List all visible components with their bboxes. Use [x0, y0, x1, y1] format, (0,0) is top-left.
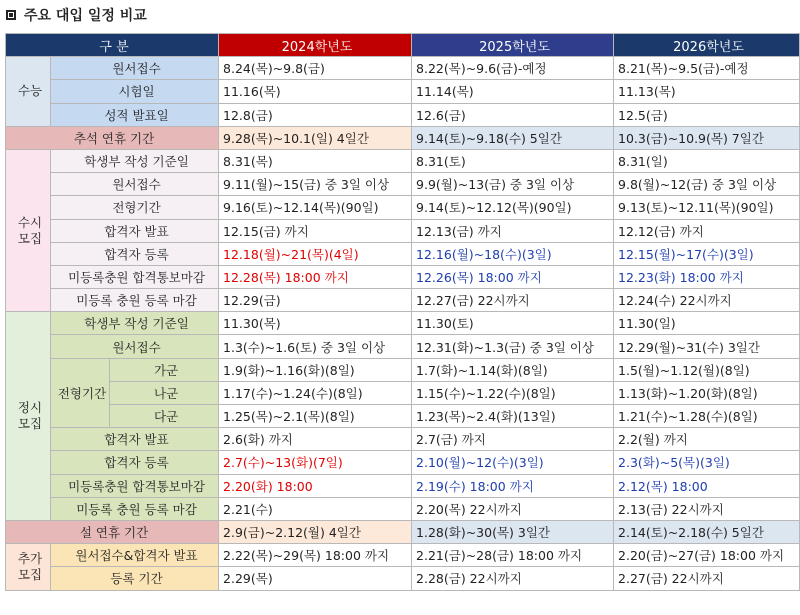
cell-2024: 11.16(목)	[219, 80, 412, 103]
cell-2024: 9.28(목)~10.1(일) 4일간	[219, 126, 412, 149]
table-row	[6, 381, 800, 404]
row-label: 설 연휴 기간	[6, 520, 219, 543]
row-label: 원서접수&합격자 발표	[51, 544, 219, 567]
sub-label: 다군	[110, 405, 219, 428]
cell-2025: 1.15(수)~1.22(수)(8일)	[412, 381, 614, 404]
cell-2026: 10.3(금)~10.9(목) 7일간	[614, 126, 800, 149]
cell-2025: 12.31(화)~1.3(금) 중 3일 이상	[412, 335, 614, 358]
cell-2025: 12.13(금) 까지	[412, 219, 614, 242]
cell-2025: 8.31(토)	[412, 149, 614, 172]
cell-2026: 12.24(수) 22시까지	[614, 289, 800, 312]
cell-2026: 9.13(토)~12.11(목)(90일)	[614, 196, 800, 219]
cell-2025: 12.6(금)	[412, 103, 614, 126]
schedule-table	[5, 33, 800, 591]
group-susi: 수시 모집	[6, 149, 51, 311]
cell-2026: 1.13(화)~1.20(화)(8일)	[614, 381, 800, 404]
cell-2024: 12.18(월)~21(목)(4일)	[219, 242, 412, 265]
cell-2026: 2.2(월) 까지	[614, 428, 800, 451]
cell-2024: 9.16(토)~12.14(목)(90일)	[219, 196, 412, 219]
cell-2025: 9.9(월)~13(금) 중 3일 이상	[412, 173, 614, 196]
cell-2025: 2.20(목) 22시까지	[412, 497, 614, 520]
header-2026: 2026학년도	[614, 34, 800, 57]
table-row	[6, 80, 800, 103]
cell-2025: 1.7(화)~1.14(화)(8일)	[412, 358, 614, 381]
cell-2026: 12.5(금)	[614, 103, 800, 126]
cell-2026: 12.23(화) 18:00 까지	[614, 265, 800, 288]
page-title-text: 주요 대입 일정 비교	[24, 8, 147, 24]
cell-2025: 12.27(금) 22시까지	[412, 289, 614, 312]
cell-2026: 8.31(일)	[614, 149, 800, 172]
table-row	[6, 405, 800, 428]
cell-2024: 12.28(목) 18:00 까지	[219, 265, 412, 288]
row-label: 전형기간	[51, 196, 219, 219]
cell-2024: 2.9(금)~2.12(월) 4일간	[219, 520, 412, 543]
row-label: 원서접수	[51, 335, 219, 358]
cell-2026: 11.13(목)	[614, 80, 800, 103]
table-row	[6, 567, 800, 590]
row-label: 학생부 작성 기준일	[51, 312, 219, 335]
row-label: 추석 연휴 기간	[6, 126, 219, 149]
cell-2024: 1.3(수)~1.6(토) 중 3일 이상	[219, 335, 412, 358]
row-label-screening: 전형기간	[51, 358, 110, 428]
header-category: 구 분	[6, 34, 219, 57]
cell-2025: 2.21(금)~28(금) 18:00 까지	[412, 544, 614, 567]
cell-2025: 1.23(목)~2.4(화)(13일)	[412, 405, 614, 428]
header-2025: 2025학년도	[412, 34, 614, 57]
cell-2026: 2.20(금)~27(금) 18:00 까지	[614, 544, 800, 567]
sub-label: 가군	[110, 358, 219, 381]
table-row	[6, 428, 800, 451]
cell-2024: 2.29(목)	[219, 567, 412, 590]
table-row	[6, 289, 800, 312]
cell-2026: 12.15(월)~17(수)(3일)	[614, 242, 800, 265]
table-row	[6, 451, 800, 474]
cell-2025: 11.14(목)	[412, 80, 614, 103]
table-row	[6, 57, 800, 80]
row-label: 원서접수	[51, 57, 219, 80]
cell-2026: 8.21(목)~9.5(금)-예정	[614, 57, 800, 80]
row-label: 시험일	[51, 80, 219, 103]
cell-2025: 9.14(토)~12.12(목)(90일)	[412, 196, 614, 219]
cell-2026: 2.3(화)~5(목)(3일)	[614, 451, 800, 474]
row-label: 합격자 등록	[51, 242, 219, 265]
table-row	[6, 474, 800, 497]
cell-2024: 2.22(목)~29(목) 18:00 까지	[219, 544, 412, 567]
cell-2024: 1.9(화)~1.16(화)(8일)	[219, 358, 412, 381]
row-label: 성적 발표일	[51, 103, 219, 126]
cell-2024: 2.7(수)~13(화)(7일)	[219, 451, 412, 474]
cell-2025: 8.22(목)~9.6(금)-예정	[412, 57, 614, 80]
table-row	[6, 497, 800, 520]
group-suneung: 수능	[6, 57, 51, 127]
cell-2026: 1.5(월)~1.12(월)(8일)	[614, 358, 800, 381]
table-row	[6, 312, 800, 335]
cell-2025: 2.19(수) 18:00 까지	[412, 474, 614, 497]
sub-label: 나군	[110, 381, 219, 404]
cell-2025: 2.7(금) 까지	[412, 428, 614, 451]
cell-2024: 2.20(화) 18:00	[219, 474, 412, 497]
page-title	[6, 4, 147, 26]
cell-2025: 12.26(목) 18:00 까지	[412, 265, 614, 288]
cell-2024: 12.8(금)	[219, 103, 412, 126]
table-row	[6, 358, 800, 381]
table-row	[6, 219, 800, 242]
cell-2026: 11.30(일)	[614, 312, 800, 335]
cell-2025: 11.30(토)	[412, 312, 614, 335]
cell-2026: 1.21(수)~1.28(수)(8일)	[614, 405, 800, 428]
cell-2026: 2.12(목) 18:00	[614, 474, 800, 497]
cell-2024: 11.30(목)	[219, 312, 412, 335]
group-jeongsi: 정시 모집	[6, 312, 51, 521]
cell-2026: 9.8(월)~12(금) 중 3일 이상	[614, 173, 800, 196]
row-label: 미등록충원 합격통보마감	[51, 474, 219, 497]
row-label: 합격자 발표	[51, 428, 219, 451]
cell-2026: 12.29(월)~31(수) 3일간	[614, 335, 800, 358]
cell-2025: 1.28(화)~30(목) 3일간	[412, 520, 614, 543]
cell-2026: 12.12(금) 까지	[614, 219, 800, 242]
table-row	[6, 242, 800, 265]
table-row	[6, 265, 800, 288]
cell-2026: 2.13(금) 22시까지	[614, 497, 800, 520]
cell-2024: 2.21(수)	[219, 497, 412, 520]
row-label: 합격자 등록	[51, 451, 219, 474]
cell-2024: 9.11(월)~15(금) 중 3일 이상	[219, 173, 412, 196]
cell-2024: 1.17(수)~1.24(수)(8일)	[219, 381, 412, 404]
table-row	[6, 173, 800, 196]
header-row	[6, 34, 800, 57]
cell-2025: 2.28(금) 22시까지	[412, 567, 614, 590]
row-label: 미등록 충원 등록 마감	[51, 289, 219, 312]
holiday-row-seollal	[6, 520, 800, 543]
group-chuga: 추가 모집	[6, 544, 51, 590]
cell-2024: 12.29(금)	[219, 289, 412, 312]
square-bullet-icon	[6, 10, 16, 20]
cell-2024: 1.25(목)~2.1(목)(8일)	[219, 405, 412, 428]
cell-2025: 9.14(토)~9.18(수) 5일간	[412, 126, 614, 149]
cell-2025: 2.10(월)~12(수)(3일)	[412, 451, 614, 474]
table-row	[6, 544, 800, 567]
row-label: 합격자 발표	[51, 219, 219, 242]
table-row	[6, 335, 800, 358]
table-row	[6, 103, 800, 126]
row-label: 학생부 작성 기준일	[51, 149, 219, 172]
cell-2024: 8.24(목)~9.8(금)	[219, 57, 412, 80]
row-label: 원서접수	[51, 173, 219, 196]
cell-2024: 8.31(목)	[219, 149, 412, 172]
table-row	[6, 149, 800, 172]
cell-2024: 2.6(화) 까지	[219, 428, 412, 451]
cell-2025: 12.16(월)~18(수)(3일)	[412, 242, 614, 265]
row-label: 미등록 충원 등록 마감	[51, 497, 219, 520]
row-label: 미등록충원 합격통보마감	[51, 265, 219, 288]
cell-2026: 2.27(금) 22시까지	[614, 567, 800, 590]
row-label: 등록 기간	[51, 567, 219, 590]
header-2024: 2024학년도	[219, 34, 412, 57]
holiday-row-chuseok	[6, 126, 800, 149]
cell-2024: 12.15(금) 까지	[219, 219, 412, 242]
table-row	[6, 196, 800, 219]
cell-2026: 2.14(토)~2.18(수) 5일간	[614, 520, 800, 543]
